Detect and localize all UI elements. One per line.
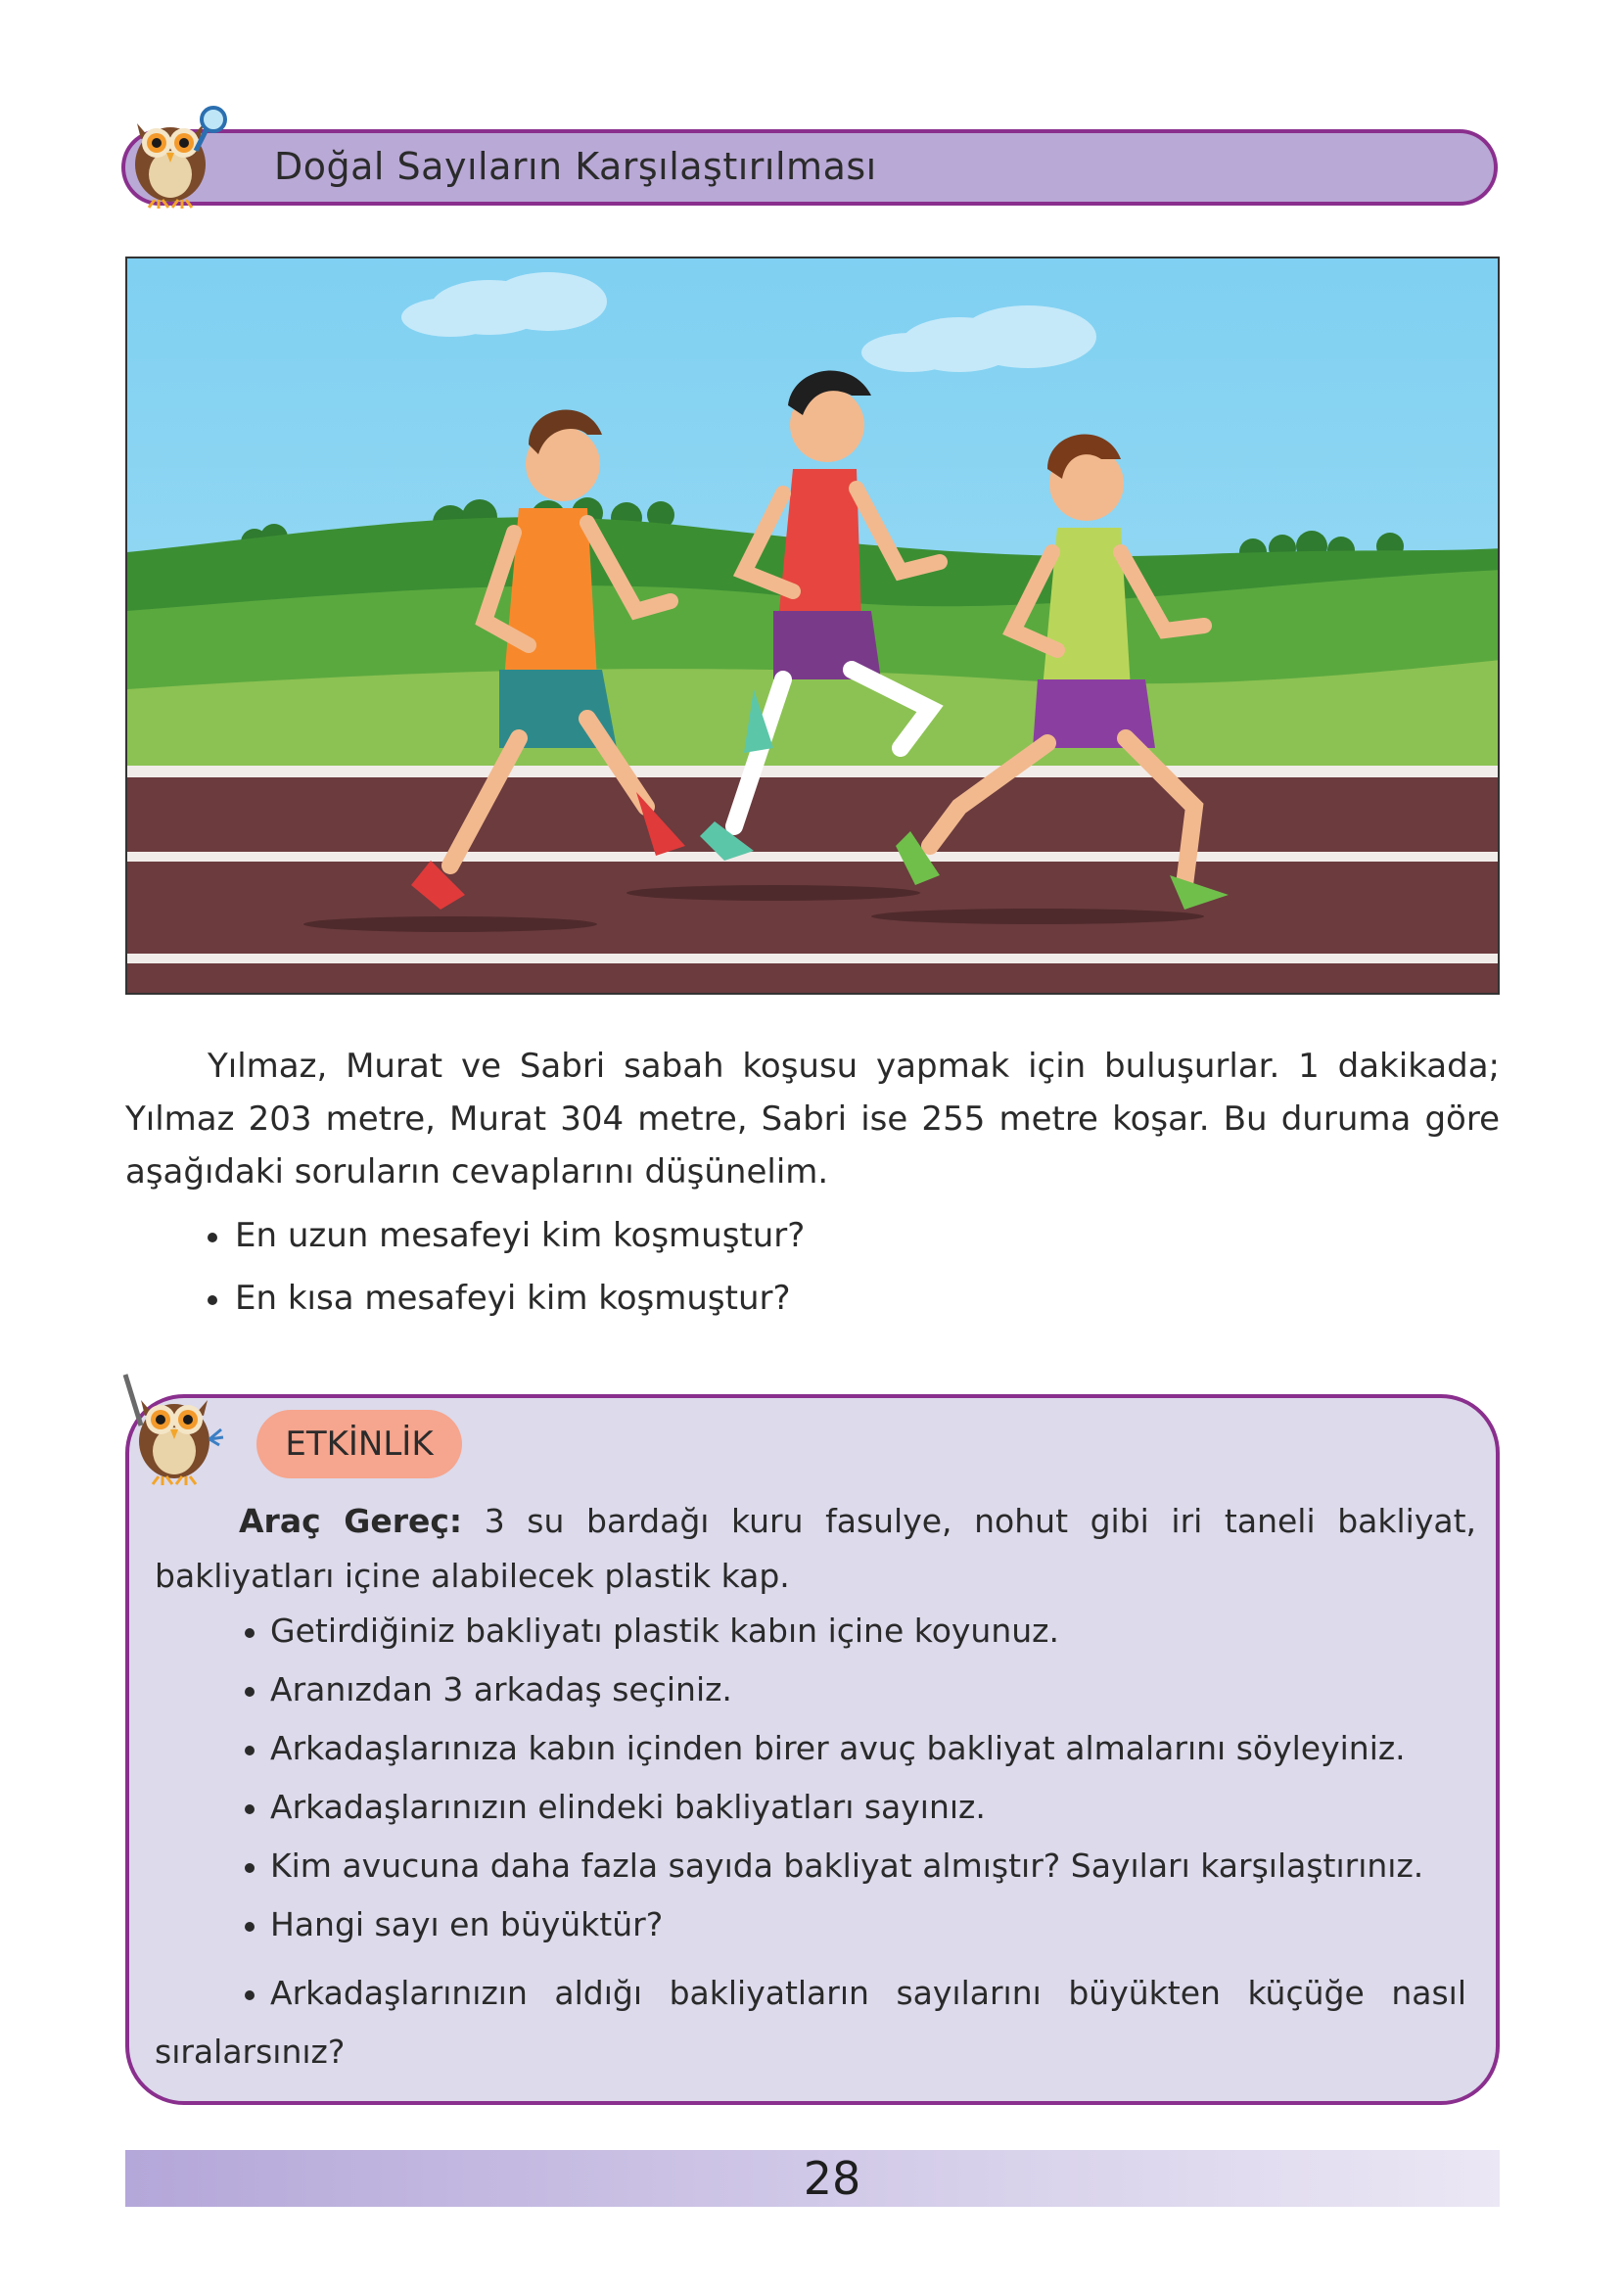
activity-step: Getirdiğiniz bakliyatı plastik kabın içine koyunuz. <box>245 1612 1059 1650</box>
owl-magnifier-icon <box>116 94 233 211</box>
question-item: En uzun mesafeyi kim koşmuştur? <box>208 1216 805 1255</box>
bullet-icon <box>245 1990 255 2000</box>
activity-step: Aranızdan 3 arkadaş seçiniz. <box>245 1670 732 1708</box>
question-item: En kısa mesafeyi kim koşmuştur? <box>208 1279 791 1318</box>
activity-step: Hangi sayı en büyüktür? <box>245 1905 663 1943</box>
bullet-icon <box>245 1804 255 1814</box>
activity-step: Arkadaşlarınızın elindeki bakliyatları sayınız. <box>245 1788 986 1826</box>
runners-illustration <box>125 257 1500 995</box>
bullet-icon <box>245 1628 255 1638</box>
page-title: Doğal Sayıların Karşılaştırılması <box>274 145 877 188</box>
intro-paragraph: Yılmaz, Murat ve Sabri sabah koşusu yapmak için buluşurlar. 1 dakikada; Yılmaz 203 metre, Murat 304 metre, Sabri ise 255 metre koşar. Bu duruma göre aşağıdaki soruların cevaplarını düşünelim. <box>125 1047 1500 1192</box>
track-scene <box>127 258 1500 995</box>
bullet-icon <box>245 1746 255 1755</box>
bullet-icon <box>245 1863 255 1873</box>
bullet-icon <box>208 1295 217 1305</box>
activity-step: Arkadaşlarınızın aldığı bakliyatların sayılarını büyükten küçüğe nasıl sıralarsınız? <box>155 1974 1466 2071</box>
page-number: 28 <box>803 2152 861 2205</box>
activity-step: Kim avucuna daha fazla sayıda bakliyat almıştır? Sayıları karşılaştırınız. <box>245 1847 1423 1885</box>
activity-label: ETKİNLİK <box>256 1410 462 1478</box>
bullet-icon <box>245 1687 255 1697</box>
activity-step: Arkadaşlarınıza kabın içinden birer avuç bakliyat almalarını söyleyiniz. <box>245 1729 1406 1767</box>
bullet-icon <box>245 1922 255 1932</box>
bullet-icon <box>208 1233 217 1242</box>
owl-pointer-icon <box>116 1371 233 1488</box>
materials-text: Araç Gereç: 3 su bardağı kuru fasulye, nohut gibi iri taneli bakliyat, bakliyatları içine alabilecek plastik kap. <box>155 1502 1477 1595</box>
materials-label: Araç Gereç: <box>239 1502 463 1540</box>
